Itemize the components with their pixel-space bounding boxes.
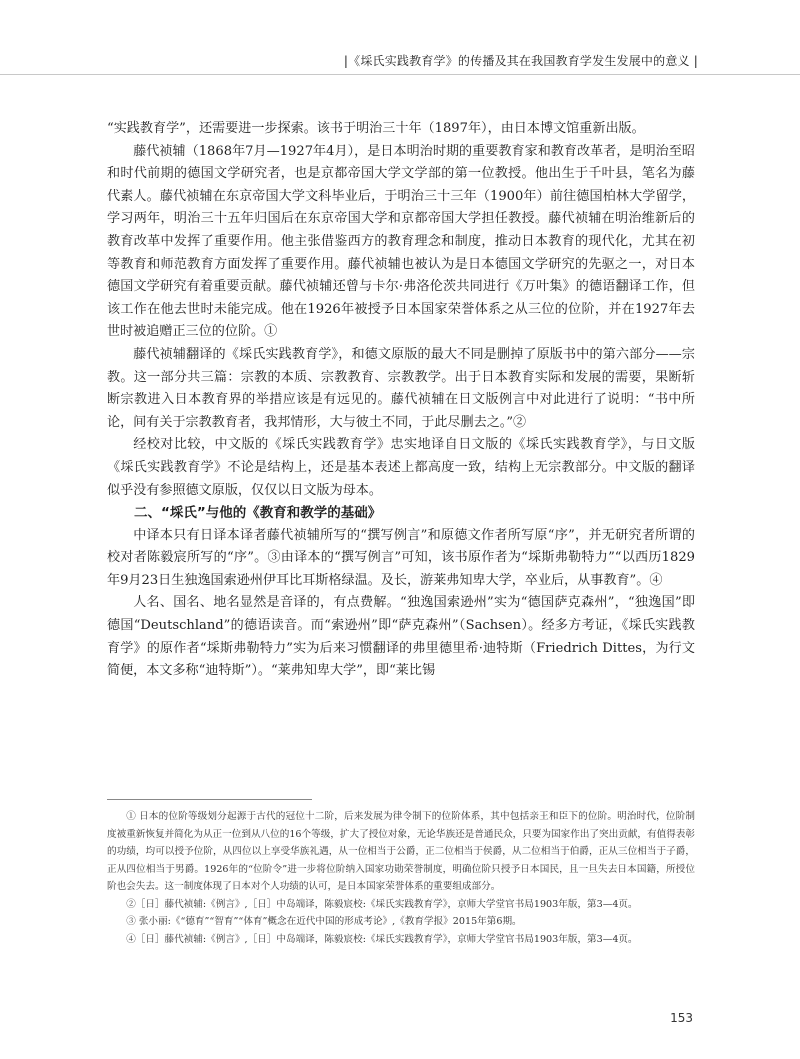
section-heading: 二、“埰氏”与他的《教育和教学的基础》 [134,505,382,522]
footnotes [107,808,695,948]
page-number: 153 [670,1011,693,1025]
paragraph: “实践教育学”，还需要进一步探索。该书于明治三十年（1897年），由日本博文馆重新出版。 [107,121,645,136]
paragraph: 藤代祯辅翻译的《埰氏实践教育学》，和德文原版的最大不同是删掉了原版书中的第六部分——宗教。这一部分共三篇：宗教的本质、宗教教育、宗教教学。出于日本教育实际和发展的需要，果断斩断宗教进入日本教育界的举措应该是有远见的。藤代祯辅在日文版例言中对此进行了说明：“书中所论，间有关于宗教教育者，我邦情形，大与彼土不同，于此尽删去之。”② [107,346,695,430]
footnote: ④［日］藤代祯辅:《例言》,［日］中岛端译，陈毅宸校:《埰氏实践教育学》，京师大学堂官书局1903年版，第3—4页。 [126,933,638,945]
paragraph: 人名、国名、地名显然是音译的，有点费解。“独逸国索逊州”实为“德国萨克森州”，“独逸国”即德国“Deutschland”的德语读音。而“索逊州”即“萨克森州”（Sachsen）。经多方考证，《埰氏实践教育学》的原作者“埰斯弗勒特力”实为后来习惯翻译的弗里德里希·迪特斯（Friedrich Dittes，为行文简便，本文多称“迪特斯”）。“莱弗知卑大学”，即“莱比锡 [107,595,695,679]
paragraph: 中译本只有日译本译者藤代祯辅所写的“撰写例言”和原德文作者所写原“序”，并无研究者所谓的校对者陈毅宸所写的“序”。③由译本的“撰写例言”可知，该书原作者为“埰斯弗勒特力”“以西历1829年9月23日生独逸国索逊州伊耳比耳斯格绿温。及长，游莱弗知卑大学，卒业后，从事教育”。④ [107,527,695,588]
body-text [107,118,695,683]
header-rule [0,74,800,75]
footnote: ① 日本的位阶等级划分起源于古代的冠位十二阶，后来发展为律令制下的位阶体系，其中包括亲王和臣下的位阶。明治时代，位阶制度被重新恢复并简化为从正一位到从八位的16个等级，扩大了授位对象，无论华族还是普通民众，只要为国家作出了突出贡献，有值得表彰的功绩，均可以授予位阶，从四位以上享受华族礼遇，从一位相当于公爵，正二位相当于侯爵，从二位相当于伯爵，正从三位相当于子爵，正从四位相当于男爵。1926年的“位阶令”进一步将位阶纳入国家功勋荣誉制度，明确位阶只授予日本国民，且一旦失去日本国籍，所授位阶也会失去。这一制度体现了日本对个人功绩的认可，是日本国家荣誉体系的重要组成部分。 [107,811,695,892]
paragraph: 藤代祯辅（1868年7月—1927年4月），是日本明治时期的重要教育家和教育改革者，是明治至昭和时代前期的德国文学研究者，也是京都帝国大学文学部的第一位教授。他出生于千叶县，笔名为藤代素人。藤代祯辅在东京帝国大学文科毕业后，于明治三十三年（1900年）前往德国柏林大学留学，学习两年，明治三十五年归国后在东京帝国大学和京都帝国大学担任教授。藤代祯辅在明治维新后的教育改革中发挥了重要作用。他主张借鉴西方的教育理念和制度，推动日本教育的现代化，尤其在初等教育和师范教育方面发挥了重要作用。藤代祯辅也被认为是日本德国文学研究的先驱之一，对日本德国文学研究有着重要贡献。藤代祯辅还曾与卡尔·弗洛伦茨共同进行《万叶集》的德语翻译工作，但该工作在他去世时未能完成。他在1926年被授予日本国家荣誉体系之从三位的位阶，并在1927年去世时被追赠正三位的位阶。① [107,143,695,340]
footnote: ③ 张小丽:《“德育”“智育”“体育”概念在近代中国的形成考论》,《教育学报》2015年第6期。 [126,916,522,927]
running-header: |《埰氏实践教育学》的传播及其在我国教育学发生发展中的意义 | [343,54,698,68]
footnote: ②［日］藤代祯辅:《例言》,［日］中岛端译，陈毅宸校:《埰氏实践教育学》，京师大学堂官书局1903年版，第3—4页。 [126,898,638,910]
paragraph: 经校对比较，中文版的《埰氏实践教育学》忠实地译自日文版的《埰氏实践教育学》，与日文版《埰氏实践教育学》不论是结构上，还是基本表述上都高度一致，结构上无宗教部分。中文版的翻译似乎没有参照德文原版，仅仅以日文版为母本。 [107,437,695,498]
footnote-rule [107,799,312,800]
